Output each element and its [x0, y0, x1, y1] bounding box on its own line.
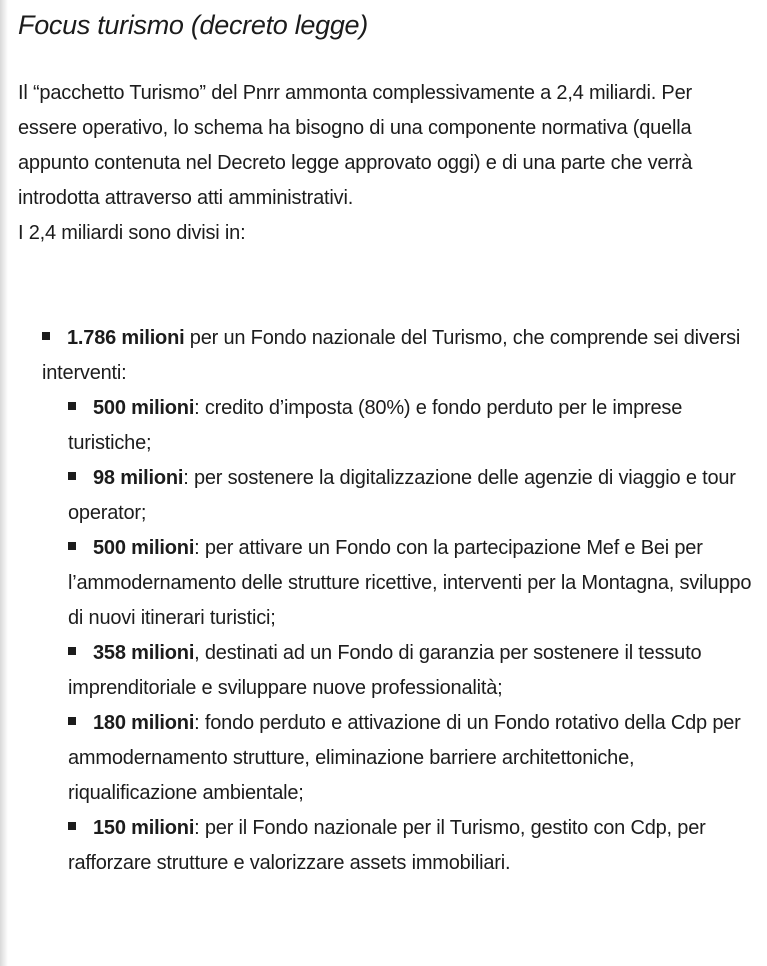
list-item: [68, 391, 762, 461]
funding-list: [42, 321, 762, 881]
item-text: : per il Fondo nazionale per il Turismo, gestito con Cdp, per rafforzare strutture e valorizzare assets immobiliari.: [68, 817, 706, 874]
fund-subitems: [42, 391, 762, 881]
fund-amount: 1.786 milioni: [67, 327, 185, 349]
item-amount: 500 milioni: [93, 537, 195, 559]
bullet-square-icon: [68, 542, 76, 550]
item-amount: 500 milioni: [93, 397, 195, 419]
fund-text: per un Fondo nazionale del Turismo, che comprende sei diversi interventi:: [42, 327, 741, 384]
list-item: [68, 811, 762, 881]
bullet-square-icon: [68, 822, 76, 830]
list-item: [68, 706, 762, 811]
intro-text: [18, 76, 748, 251]
bullet-square-icon: [68, 717, 76, 725]
item-text: , destinati ad un Fondo di garanzia per sostenere il tessuto imprenditoriale e sviluppare nuove professionalità;: [68, 642, 702, 699]
section-heading: Focus turismo (decreto legge): [18, 10, 368, 40]
item-text: : per attivare un Fondo con la partecipazione Mef e Bei per l’ammodernamento delle strutture ricettive, interventi per la Montagna, sviluppo di nuovi itinerari turistici;: [68, 537, 752, 629]
left-edge-shadow: [0, 0, 8, 966]
intro-paragraph: Il “pacchetto Turismo” del Pnrr ammonta complessivamente a 2,4 miliardi. Per essere operativo, lo schema ha bisogno di una componente normativa (quella appunto contenuta nel Decreto legge approvato oggi) e di una parte che verrà introdotta attraverso atti amministrativi.: [18, 82, 693, 209]
item-text: : credito d’imposta (80%) e fondo perduto per le imprese turistiche;: [68, 397, 683, 454]
list-item: [68, 636, 762, 706]
item-amount: 150 milioni: [93, 817, 195, 839]
item-amount: 98 milioni: [93, 467, 184, 489]
division-line: I 2,4 miliardi sono divisi in:: [18, 222, 246, 244]
bullet-square-icon: [68, 647, 76, 655]
item-amount: 358 milioni: [93, 642, 195, 664]
list-item-main-fund: [42, 321, 762, 881]
list-item: [68, 531, 762, 636]
bullet-square-icon: [42, 332, 50, 340]
item-amount: 180 milioni: [93, 712, 195, 734]
item-text: : fondo perduto e attivazione di un Fondo rotativo della Cdp per ammodernamento strutture, eliminazione barriere architettoniche, riqualificazione ambientale;: [68, 712, 741, 804]
list-item: [68, 461, 762, 531]
bullet-square-icon: [68, 472, 76, 480]
item-text: : per sostenere la digitalizzazione delle agenzie di viaggio e tour operator;: [68, 467, 736, 524]
bullet-square-icon: [68, 402, 76, 410]
